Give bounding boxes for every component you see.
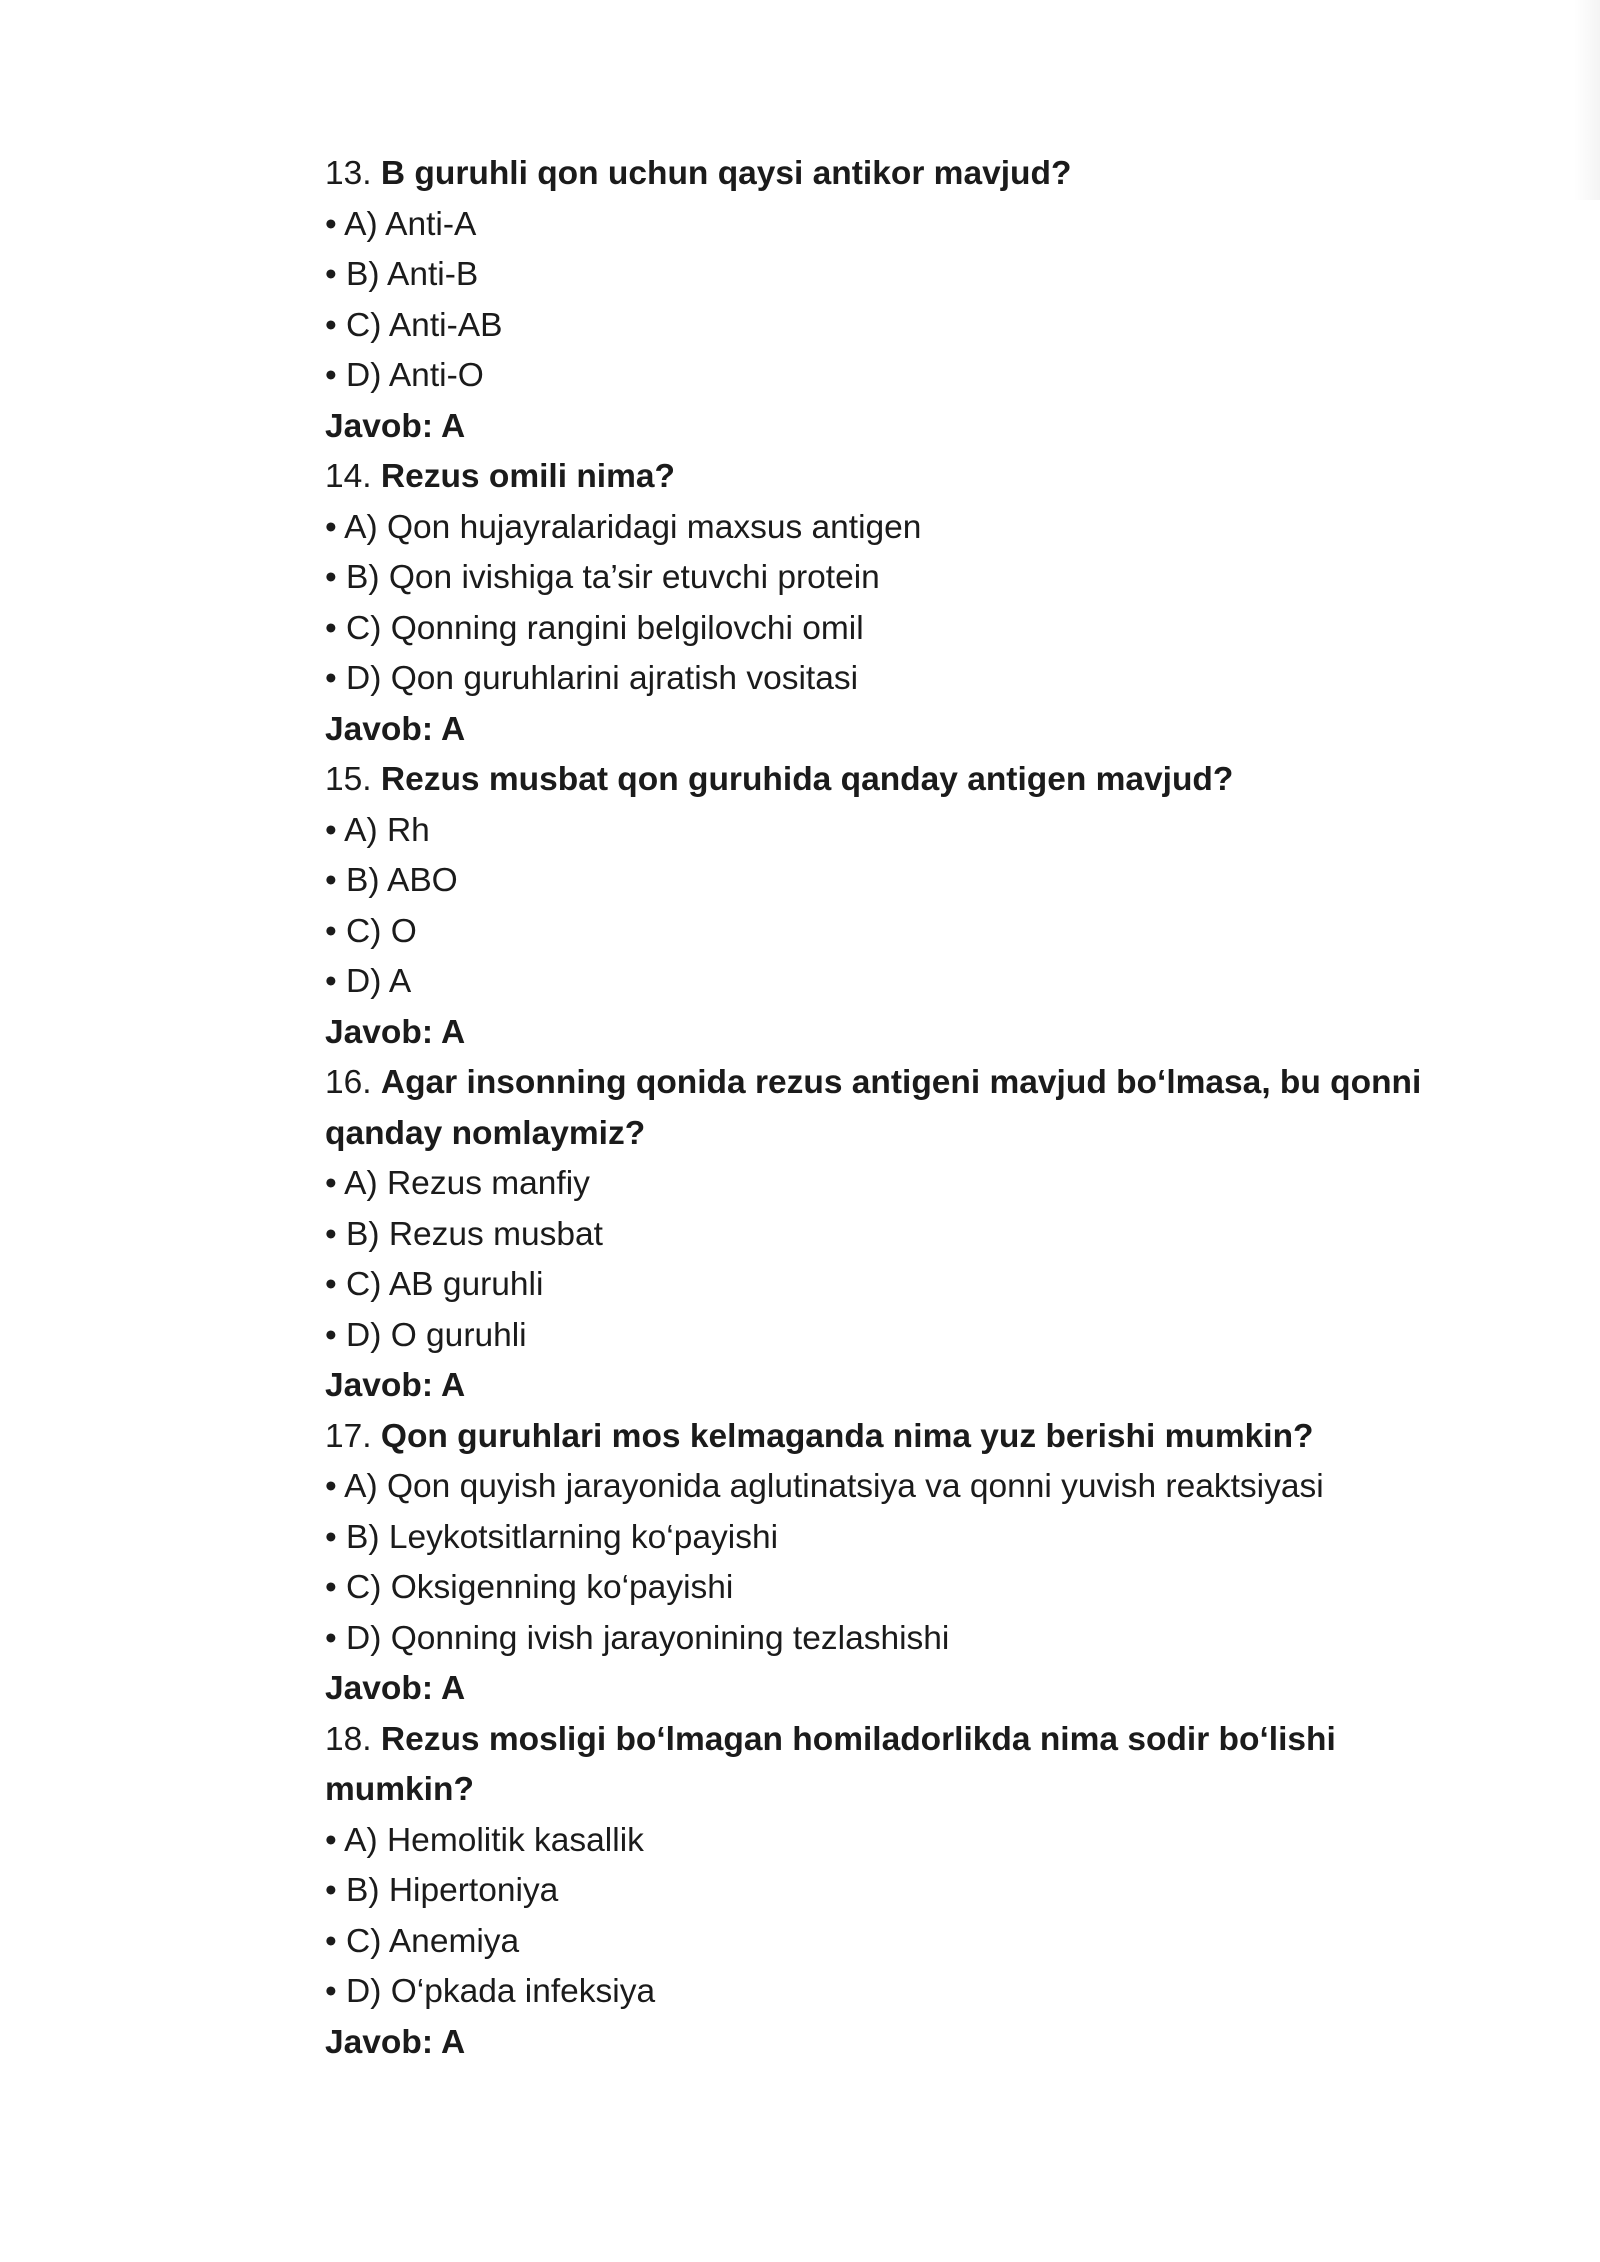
answer-line: Javob: A <box>325 407 466 445</box>
option-c: • C) Anemiya <box>325 1922 520 1960</box>
question-block <box>325 1058 1460 1412</box>
document-page <box>325 149 1460 2068</box>
option-c: • C) O <box>325 912 417 950</box>
option-d: • D) O‘pkada infeksiya <box>325 1973 656 2010</box>
question-text: Rezus mosligi bo‘lmagan homiladorlikda nima sodir bo‘lishi mumkin? <box>325 1720 1336 1808</box>
question-line <box>325 1058 1460 1159</box>
question-block <box>325 452 1460 755</box>
question-text: Agar insonning qonida rezus antigeni mavjud bo‘lmasa, bu qonni qanday nomlaymiz? <box>325 1064 1422 1152</box>
question-number: 18. <box>325 1720 372 1758</box>
question-number: 17. <box>325 1417 372 1455</box>
question-block <box>325 1715 1460 2069</box>
question-number: 14. <box>325 458 372 495</box>
question-line <box>325 452 1460 503</box>
option-a: • A) Rezus manfiy <box>325 1165 590 1202</box>
question-line <box>325 1412 1460 1463</box>
option-b: • B) Hipertoniya <box>325 1872 559 1909</box>
answer-line: Javob: A <box>325 2023 466 2061</box>
option-d: • D) Anti-O <box>325 357 484 394</box>
answer-line: Javob: A <box>325 1013 466 1051</box>
question-text: Rezus musbat qon guruhida qanday antigen mavjud? <box>380 761 1234 798</box>
question-number: 13. <box>325 155 372 192</box>
question-line <box>325 1715 1460 1816</box>
option-b: • B) Anti-B <box>325 256 479 293</box>
question-block <box>325 1412 1460 1715</box>
page-edge-shadow <box>1574 0 1600 200</box>
option-b: • B) Qon ivishiga ta’sir etuvchi protein <box>325 559 880 596</box>
question-text: Qon guruhlari mos kelmaganda nima yuz berishi mumkin? <box>380 1417 1314 1455</box>
question-text: B guruhli qon uchun qaysi antikor mavjud? <box>380 155 1072 192</box>
answer-line: Javob: A <box>325 710 466 748</box>
question-line <box>325 755 1460 806</box>
question-block <box>325 755 1460 1058</box>
option-c: • C) Qonning rangini belgilovchi omil <box>325 609 864 647</box>
option-b: • B) ABO <box>325 862 458 899</box>
option-c: • C) Anti-AB <box>325 306 503 344</box>
question-number: 16. <box>325 1064 372 1101</box>
question-number: 15. <box>325 761 372 798</box>
option-a: • A) Anti-A <box>325 205 477 243</box>
question-line <box>325 149 1460 200</box>
option-d: • D) Qonning ivish jarayonining tezlashishi <box>325 1619 950 1657</box>
option-a: • A) Rh <box>325 811 430 849</box>
option-b: • B) Rezus musbat <box>325 1215 603 1253</box>
answer-line: Javob: A <box>325 1367 466 1404</box>
question-text: Rezus omili nima? <box>380 458 675 495</box>
option-a: • A) Hemolitik kasallik <box>325 1821 644 1859</box>
option-a: • A) Qon quyish jarayonida aglutinatsiya va qonni yuvish reaktsiyasi <box>325 1468 1324 1505</box>
answer-line: Javob: A <box>325 1670 466 1707</box>
option-b: • B) Leykotsitlarning ko‘payishi <box>325 1518 779 1556</box>
option-a: • A) Qon hujayralaridagi maxsus antigen <box>325 508 922 546</box>
option-c: • C) Oksigenning ko‘payishi <box>325 1569 734 1606</box>
option-d: • D) A <box>325 963 412 1000</box>
option-c: • C) AB guruhli <box>325 1266 544 1303</box>
option-d: • D) O guruhli <box>325 1316 527 1354</box>
question-block <box>325 149 1460 452</box>
option-d: • D) Qon guruhlarini ajratish vositasi <box>325 660 859 697</box>
